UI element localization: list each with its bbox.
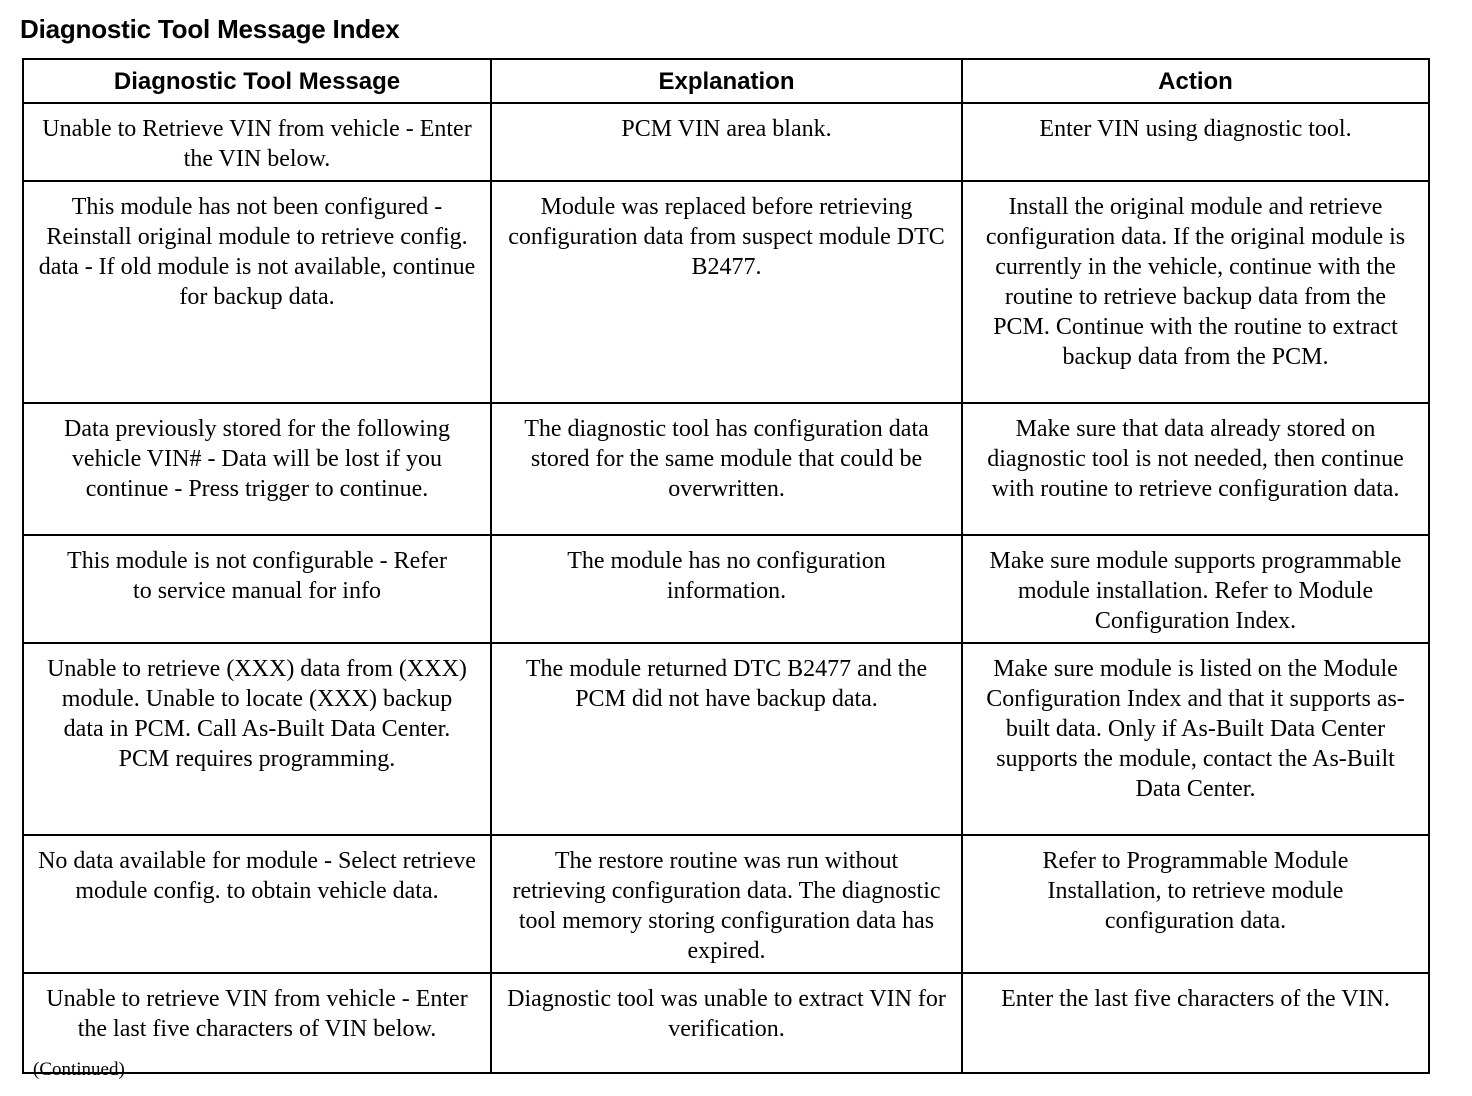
action-cell: Enter VIN using diagnostic tool. xyxy=(962,103,1429,181)
explanation-cell: Diagnostic tool was unable to extract VIN for verification. xyxy=(491,973,962,1073)
action-cell: Make sure module supports programmable module installation. Refer to Module Configuration Index. xyxy=(962,535,1429,643)
table-row xyxy=(23,181,1429,403)
table-row xyxy=(23,103,1429,181)
table-row xyxy=(23,403,1429,535)
table-row xyxy=(23,643,1429,835)
explanation-cell: The diagnostic tool has configuration data stored for the same module that could be overwritten. xyxy=(491,403,962,535)
message-cell: This module is not configurable - Refer to service manual for info xyxy=(23,535,491,643)
table-row xyxy=(23,835,1429,973)
action-cell: Enter the last five characters of the VIN. xyxy=(962,973,1429,1073)
message-cell: No data available for module - Select retrieve module config. to obtain vehicle data. xyxy=(23,835,491,973)
action-cell: Make sure that data already stored on diagnostic tool is not needed, then continue with routine to retrieve configuration data. xyxy=(962,403,1429,535)
message-cell: Unable to retrieve (XXX) data from (XXX) module. Unable to locate (XXX) backup data in PCM. Call As-Built Data Center. PCM requires programming. xyxy=(23,643,491,835)
action-cell: Install the original module and retrieve configuration data. If the original module is currently in the vehicle, continue with the routine to retrieve backup data from the PCM. Continue with the routine to extract backup data from the PCM. xyxy=(962,181,1429,403)
explanation-cell: The restore routine was run without retrieving configuration data. The diagnostic tool memory storing configuration data has expired. xyxy=(491,835,962,973)
action-cell: Make sure module is listed on the Module Configuration Index and that it supports as-built data. Only if As-Built Data Center supports the module, contact the As-Built Data Center. xyxy=(962,643,1429,835)
table-row xyxy=(23,973,1429,1073)
table-row xyxy=(23,535,1429,643)
explanation-cell: The module returned DTC B2477 and the PCM did not have backup data. xyxy=(491,643,962,835)
continued-note: (Continued) xyxy=(33,1059,125,1080)
explanation-cell: The module has no configuration information. xyxy=(491,535,962,643)
explanation-cell: Module was replaced before retrieving configuration data from suspect module DTC B2477. xyxy=(491,181,962,403)
message-cell: Unable to retrieve VIN from vehicle - Enter the last five characters of VIN below. xyxy=(23,973,491,1073)
message-cell: Unable to Retrieve VIN from vehicle - Enter the VIN below. xyxy=(23,103,491,181)
column-header-message: Diagnostic Tool Message xyxy=(23,59,491,103)
column-header-action: Action xyxy=(962,59,1429,103)
message-index-table xyxy=(22,58,1430,1074)
action-cell: Refer to Programmable Module Installation, to retrieve module configuration data. xyxy=(962,835,1429,973)
page-title: Diagnostic Tool Message Index xyxy=(20,14,400,44)
message-cell: Data previously stored for the following vehicle VIN# - Data will be lost if you continue - Press trigger to continue. xyxy=(23,403,491,535)
explanation-cell: PCM VIN area blank. xyxy=(491,103,962,181)
table-header-row xyxy=(23,59,1429,103)
column-header-explanation: Explanation xyxy=(491,59,962,103)
message-cell: This module has not been configured - Reinstall original module to retrieve config. data - If old module is not available, continue for backup data. xyxy=(23,181,491,403)
